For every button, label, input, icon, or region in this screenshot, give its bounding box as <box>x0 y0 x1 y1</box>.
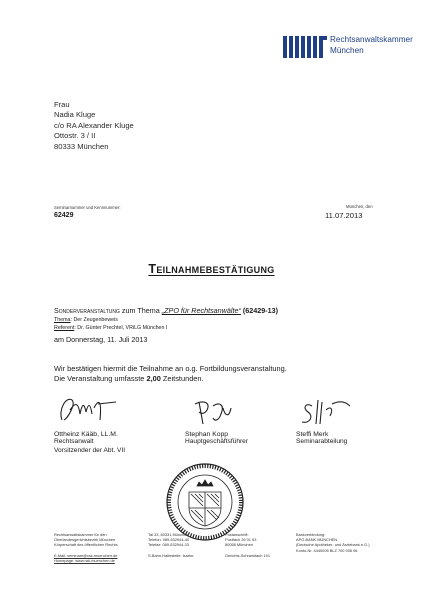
event-type: Sonderveranstaltung <box>54 306 120 315</box>
logo-text-line2: München <box>330 46 364 55</box>
footer-line: Oberlandesgerichtsbezirk München <box>54 537 116 543</box>
signature-block-3 <box>296 396 356 445</box>
signatory-role: Hauptgeschäftsführer <box>185 438 249 445</box>
confirmation-pre: Die Veranstaltung umfasste <box>54 374 145 383</box>
confirmation-text <box>54 364 287 384</box>
footer-line: Gerichts-Schrankfach 191 <box>225 552 270 558</box>
document-date: 11.07.2013 <box>325 211 363 220</box>
footer-column-bank <box>296 532 370 553</box>
official-seal <box>165 462 245 542</box>
footer-line: (Deutsche Apotheker- und Ärztebank e.G.) <box>296 542 370 548</box>
footer-homepage[interactable]: Homepage: www.rak-muenchen.de <box>54 557 115 563</box>
handwritten-signature-icon <box>185 396 245 428</box>
footer-line: Postfach 26 01 63 <box>225 537 257 543</box>
signatory-name: Ottheinz Kääb, LL.M. <box>54 431 118 438</box>
signatory-role: Rechtsanwalt <box>54 438 94 445</box>
event-line <box>54 306 278 315</box>
signature-block-2 <box>185 396 248 445</box>
rak-logo-mark-icon <box>283 32 327 58</box>
signature-block-1 <box>54 390 125 454</box>
footer-column-address <box>148 532 194 558</box>
handwritten-signature-icon <box>296 396 356 428</box>
confirmation-post: Zeitstunden. <box>162 374 204 383</box>
signatory-role: Vorsitzender der Abt. VII <box>54 447 126 454</box>
footer-column-postal <box>225 532 270 558</box>
bavarian-seal-icon <box>165 462 245 542</box>
seminar-number: 62429 <box>54 212 74 219</box>
signatory-name: Steffi Merk <box>296 431 329 438</box>
confirmation-line2 <box>54 374 287 384</box>
event-topic-prefix: zum Thema <box>121 306 160 315</box>
confirmation-line1: Wir bestätigen hiermit die Teilnahme an o.g. Fortbildungsveranstaltung. <box>54 364 287 373</box>
date-label: München, den <box>346 204 373 209</box>
thema-key: Thema <box>54 317 71 323</box>
confirmation-hours: 2,00 <box>146 374 161 383</box>
address-line: Ottostr. 3 / II <box>54 131 96 141</box>
referent-line: Referent: Dr. Günter Prechtel, VRiLG München I <box>54 325 168 331</box>
footer-line: Telefon: 089-532944-40 <box>148 537 190 543</box>
event-topic: „ZPO für Rechtsanwälte“ <box>161 306 241 315</box>
footer-line: Körperschaft des öffentlichen Rechts <box>54 542 118 548</box>
footer-line: Konto-Nr. 4440005 BLZ 700 906 06 <box>296 547 358 553</box>
footer-line: 80058 München <box>225 542 253 548</box>
recipient-address <box>54 100 134 152</box>
footer-email[interactable]: E-Mail: seminare@rak-muenchen.de <box>54 552 118 558</box>
footer-line: Telefax: 089-532944-33 <box>148 542 189 548</box>
referent-value: Dr. Günter Prechtel, VRiLG München I <box>77 325 168 331</box>
handwritten-signature-icon <box>54 390 124 428</box>
thema-line: Thema: Der Zeugenbeweis <box>54 317 118 323</box>
footer-line: APO-BANK MÜNCHEN <box>296 537 338 543</box>
address-line: c/o RA Alexander Kluge <box>54 120 134 130</box>
rak-logo <box>283 30 413 70</box>
document-title-text: Teilnahmebestätigung <box>148 262 275 276</box>
logo-text-line1: Rechtsanwaltskammer <box>330 35 413 44</box>
referent-key: Referent <box>54 325 75 331</box>
footer-column-organization <box>54 532 118 563</box>
thema-value: Der Zeugenbeweis <box>73 317 118 323</box>
footer-line: Rechtsanwaltskammer für den <box>54 532 107 537</box>
address-line: Nadia Kluge <box>54 110 96 120</box>
document-title <box>0 262 423 276</box>
signatory-name: Stephan Kopp <box>185 431 229 438</box>
seminar-number-label: Seminarnummer und Kennnummer: <box>54 205 121 210</box>
event-code: (62429-13) <box>242 306 279 315</box>
footer-line: Bankverbindung: <box>296 532 326 537</box>
footer-line: S-Bahn-Haltestelle: Isartor <box>148 552 194 558</box>
signatory-role: Seminarabteilung <box>296 438 348 445</box>
footer-line: Tal 33, 80331 München <box>148 532 189 537</box>
event-date: am Donnerstag, 11. Juli 2013 <box>54 335 148 344</box>
address-line: Frau <box>54 100 70 109</box>
footer-line: Postanschrift: <box>225 532 249 537</box>
address-line: 80333 München <box>54 141 109 151</box>
